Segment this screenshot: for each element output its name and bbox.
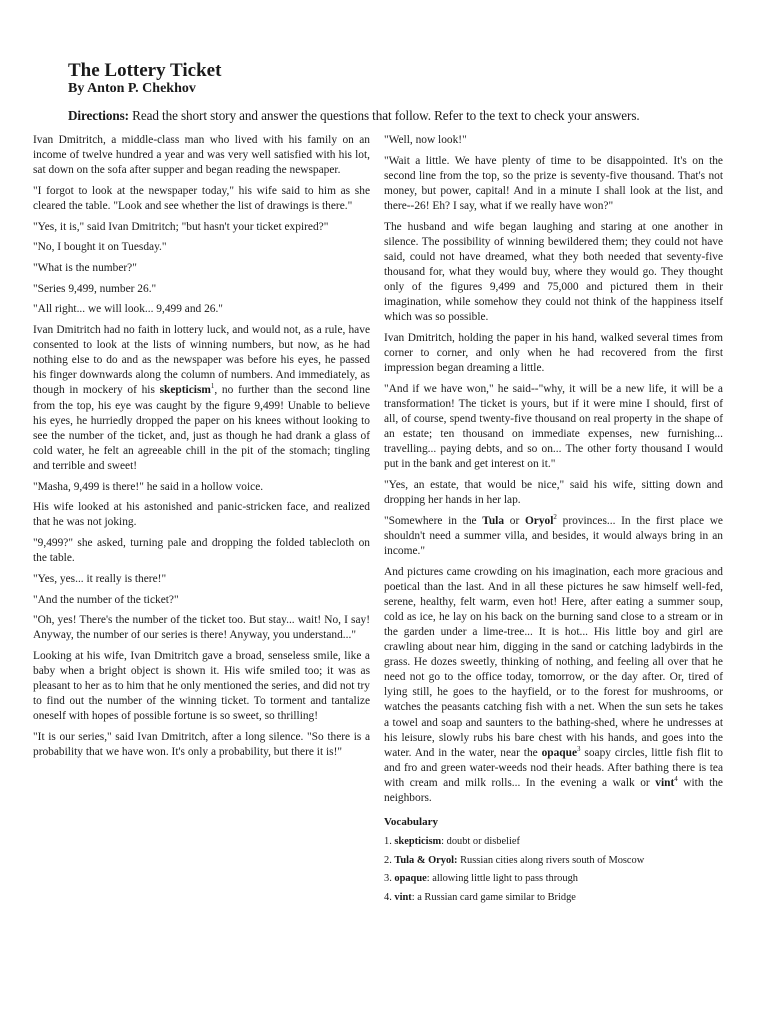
story-paragraph <box>384 331 723 376</box>
vocabulary-term: vint <box>655 776 675 789</box>
story-paragraph <box>33 593 370 608</box>
vocabulary-item <box>384 891 723 904</box>
paragraph-text: "Series 9,499, number 26." <box>33 282 157 295</box>
paragraph-text: Ivan Dmitritch, a middle-class man who lived with his family on an income of twelve hundred a year and was very well satisfied with his lot, sat down on the sofa after supper and began reading the newspaper. <box>33 134 370 177</box>
vocabulary-term: vint <box>394 892 412 904</box>
paragraph-text: "Yes, yes... it really is there!" <box>33 572 167 585</box>
vocabulary-number: 2. <box>384 854 395 866</box>
story-paragraph <box>384 133 723 148</box>
paragraph-text: His wife looked at his astonished and panic-stricken face, and realized that he was not joking. <box>33 501 370 529</box>
vocabulary-term: Tula & Oryol: <box>394 854 458 866</box>
footnote-marker: 3 <box>577 744 581 753</box>
story-paragraph <box>33 133 370 178</box>
story-paragraph <box>33 184 370 214</box>
right-column <box>384 133 723 910</box>
story-paragraph <box>33 323 370 474</box>
story-paragraph <box>384 478 723 508</box>
directions <box>68 108 728 124</box>
paragraph-text: And pictures came crowding on his imagination, each more gracious and poetical than the last. And in all these pictures he saw himself well-fed, serene, healthy, felt warm, even hot! Here, after eating a summer soup, cold as ice, he lay on his back on the burning sand close to a stream or in the garden under a lime-tree... It is hot... His little boy and girl are crawling about near him, digging in the sand or catching ladybirds in the grass. He dozes sweetly, thinking of nothing, and feeling all over that he need not go to the office today, tomorrow, or the day after. Or, tired of lying still, he goes to the hayfield, or to the forest for mushrooms, or watches the peasants catching fish with a net. When the sun sets he takes a towel and soap and saunters to the bathing-shed, where he undresses at his leisure, slowly rubs his bare chest with his hands, and goes into the water. And in the water, near the <box>384 565 723 759</box>
vocabulary-definition: : doubt or disbelief <box>441 835 520 847</box>
paragraph-text: Ivan Dmitritch had no faith in lottery luck, and would not, as a rule, have consented to look at the lists of winning numbers, but now, as he had nothing else to do and as the newspaper was before his eyes, he passed his finger downwards along the column of numbers. And immediately, as though in mockery of his <box>33 324 370 397</box>
paragraph-text: "And if we have won," he said--"why, it will be a new life, it will be a transformation! The ticket is yours, but if it were mine I should, first of all, of course, spend twenty-five thousand on real property in the shape of an estate; ten thousand on immediate expenses, new furnishing... travelling... paying debts, and so on... The other forty thousand I would put in the bank and get interest on it." <box>384 382 723 471</box>
paragraph-text: "No, I bought it on Tuesday." <box>33 241 167 254</box>
vocabulary-item <box>384 872 723 885</box>
paragraph-text: provinces... In the first place we shouldn't need a summer villa, and besides, it would always bring in an income." <box>384 514 723 557</box>
vocabulary-term: Tula <box>482 514 505 527</box>
paragraph-text: "It is our series," said Ivan Dmitritch, after a long silence. "So there is a probability that we have won. It's only a probability, but there it is!" <box>33 731 370 759</box>
story-paragraph <box>33 480 370 495</box>
story-author: By Anton P. Chekhov <box>68 81 196 96</box>
vocabulary-heading: Vocabulary <box>384 816 438 829</box>
paragraph-text: or <box>504 514 525 527</box>
vocabulary-number: 3. <box>384 873 395 885</box>
story-paragraph <box>33 613 370 643</box>
footnote-marker: 1 <box>210 382 215 391</box>
paragraph-text: "I forgot to look at the newspaper today," his wife said to him as she cleared the table. "Look and see whether the list of drawings is there." <box>33 184 370 212</box>
paragraph-text: "And the number of the ticket?" <box>33 593 179 606</box>
directions-label: Directions: <box>68 108 129 123</box>
story-paragraph <box>33 536 370 566</box>
vocabulary-term: Oryol <box>524 514 554 527</box>
paragraph-text: "Oh, yes! There's the number of the ticket too. But stay... wait! No, I say! Anyway, the number of our series is there! Anyway, you understand..." <box>33 614 370 642</box>
story-paragraph <box>33 500 370 530</box>
paragraph-text: The husband and wife began laughing and staring at one another in silence. The possibility of winning bewildered them; they could not have said, could not have dreamed, what they both needed that seventy-five thousand for, what they would buy, where they would go. They thought only of the figures 9,499 and 75,000 and pictured them in their imagination, while somehow they could not think of the happiness itself which was so possible. <box>384 220 723 324</box>
paragraph-text: Ivan Dmitritch, holding the paper in his hand, walked several times from corner to corner, and only when he had recovered from the first impression began dreaming a little. <box>384 331 723 375</box>
vocabulary-number: 4. <box>384 892 395 904</box>
paragraph-text: with the neighbors. <box>384 776 723 804</box>
vocabulary-definition: : a Russian card game similar to Bridge <box>411 892 576 904</box>
story-paragraph <box>33 649 370 724</box>
paragraph-text: , no further than the second line from the top, his eye was caught by the figure 9,499! Unable to believe his eyes, he hurriedly dropped the paper on his knees without looking to see the number of the ticket, and, just as though he had drank a glass of cold water, he felt an agreeable chill in the pit of the stomach; tingling and terrible and sweet! <box>33 384 370 472</box>
footnote-marker: 2 <box>553 512 557 521</box>
story-paragraph <box>384 514 723 559</box>
paragraph-text: Looking at his wife, Ivan Dmitritch gave a broad, senseless smile, like a baby when a bright object is shown it. His wife smiled too; it was as pleasant to her as to him that he only mentioned the series, and did not try to find out the number of the winning ticket. To torment and tantalize oneself with hopes of possible fortune is so sweet, so thrilling! <box>33 650 370 723</box>
vocabulary-definition: : allowing little light to pass through <box>426 873 578 885</box>
vocabulary-section <box>384 816 723 904</box>
paragraph-text: "9,499?" she asked, turning pale and dropping the folded tablecloth on the table. <box>33 537 370 565</box>
vocabulary-definition: Russian cities along rivers south of Moscow <box>457 854 645 866</box>
paragraph-text: "What is the number?" <box>33 262 137 275</box>
paragraph-text: "Yes, it is," said Ivan Dmitritch; "but hasn't your ticket expired?" <box>33 220 329 233</box>
vocabulary-item <box>384 854 723 867</box>
vocabulary-term: skepticism <box>159 384 211 397</box>
story-paragraph <box>33 261 370 276</box>
paragraph-text: "Well, now look!" <box>384 134 467 146</box>
paragraph-text: soapy circles, little fish flit to and fro and green water-weeds nod their heads. After bathing there is tea with cream and milk rolls... In the evening a walk or <box>384 746 724 789</box>
story-paragraph <box>33 282 370 297</box>
footnote-marker: 4 <box>674 775 678 784</box>
story-paragraph <box>33 220 370 235</box>
vocabulary-item <box>384 835 723 848</box>
story-paragraph <box>384 382 723 473</box>
vocabulary-number: 1. <box>384 835 395 847</box>
story-title: The Lottery Ticket <box>68 60 222 81</box>
vocabulary-term: opaque <box>541 746 578 759</box>
paragraph-text: "Wait a little. We have plenty of time to be disappointed. It's on the second line from the top, so the prize is seventy-five thousand. That's not money, but power, capital! And in a minute I shall look at the list, and there--26! Eh? I say, what if we really have won?" <box>384 154 723 212</box>
story-paragraph <box>33 302 370 317</box>
story-paragraph <box>384 154 723 214</box>
vocabulary-term: skepticism <box>394 835 442 847</box>
left-column <box>33 133 370 766</box>
directions-text: Read the short story and answer the questions that follow. Refer to the text to check your answers. <box>128 108 640 123</box>
paragraph-text: "All right... we will look... 9,499 and 26." <box>33 303 223 316</box>
paragraph-text: "Yes, an estate, that would be nice," said his wife, sitting down and dropping her hands in her lap. <box>384 478 723 507</box>
story-paragraph <box>33 572 370 587</box>
paragraph-text: "Masha, 9,499 is there!" he said in a hollow voice. <box>33 480 264 493</box>
story-paragraph <box>33 240 370 255</box>
story-paragraph <box>33 730 370 760</box>
paragraph-text: "Somewhere in the <box>384 514 483 527</box>
story-paragraph <box>384 565 723 807</box>
vocabulary-term: opaque <box>394 873 427 885</box>
story-paragraph <box>384 220 723 326</box>
